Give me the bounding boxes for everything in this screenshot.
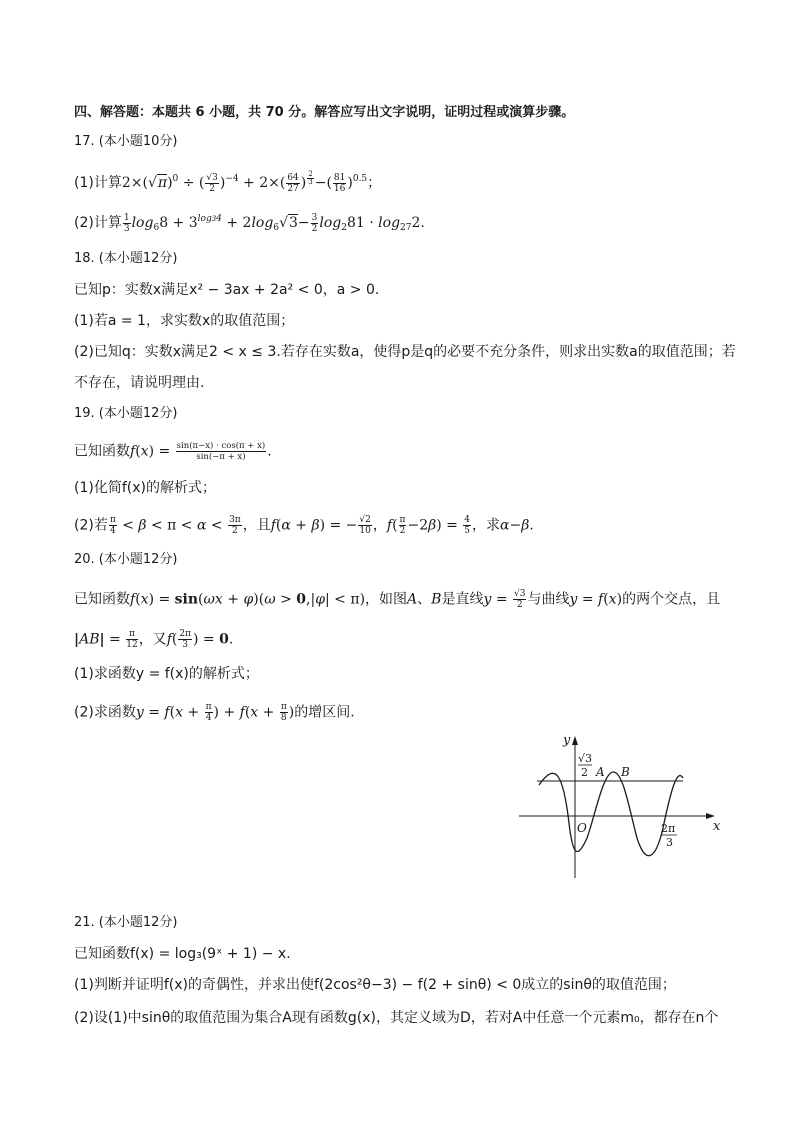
section-header: 四、解答题：本题共 6 小题，共 70 分。解答应写出文字说明，证明过程或演算步骤。 [74, 105, 575, 120]
q18-part1: (1)若a = 1，求实数x的取值范围； [74, 313, 295, 329]
q21-part1: (1)判断并证明f(x)的奇偶性，并求出使f(2cos²θ−3) − f(2 + sinθ) < 0成立的sinθ的取值范围； [74, 977, 676, 993]
x-axis-label: x [713, 819, 721, 834]
q19-header: 19. (本小题12分) [74, 406, 178, 421]
q20-stem-line2: |AB| = $\frac{\pi}{12}$ ，又f( $\frac{2\pi}{3}$ ) = 0. [74, 629, 234, 650]
q20-stem-line1: 已知函数f(x) = sin(ωx + φ)(ω > 0,|φ| < π)，如图A、B是直线y = $\frac{√3}{2}$ 与曲线y = f(x)的两个交点，且 [74, 589, 721, 610]
q17-header: 17. (本小题10分) [74, 134, 178, 149]
q21-header: 21. (本小题12分) [74, 915, 178, 930]
q18-header: 18. (本小题12分) [74, 251, 178, 266]
y-mark-numerator: √3 [578, 752, 593, 765]
q17-part2: (2)计算 $\frac{1}{3}$ $\log_68 + 3^{log34} + 2\log_6√3-$ $\frac{3}{2}$ $\log_281 \cdot \log_{27}2$. [74, 212, 425, 234]
q20-part2: (2)求函数y = f(x + $\frac{\pi}{4}$ ) + f(x + $\frac{\pi}{8}$ )的增区间. [74, 702, 355, 723]
q19-stem: 已知函数f(x) = $\frac{\sin(\pi-x) \cdot \cos(\pi + x)}{\sin(-\pi + x)}$ . [74, 441, 272, 462]
origin-label: O [577, 821, 587, 835]
q17-p1-prefix: (1)计算 [74, 175, 122, 191]
q19-part2: (2)若 $\frac{\pi}{4}$ < β < π < α < $\frac{3\pi}{2}$ ，且f(α + β) = − $\frac{√2}{10}$ ，f( $\frac{\pi}{2}$ −2β) = $\frac{4}{5}$ ，求α−β. [74, 515, 534, 536]
y-axis-label: y [563, 733, 571, 748]
sine-graph-figure [515, 728, 735, 883]
q18-part2-line2: 不存在，请说明理由. [74, 375, 205, 391]
q20-part1: (1)求函数y = f(x)的解析式； [74, 666, 259, 682]
q21-part2: (2)设(1)中sinθ的取值范围为集合A现有函数g(x)，其定义域为D，若对A中任意一个元素m₀，都存在n个 [74, 1010, 719, 1026]
y-mark-denominator: 2 [581, 766, 588, 779]
q19-part1: (1)化简f(x)的解析式； [74, 480, 216, 496]
q20-header: 20. (本小题12分) [74, 552, 178, 567]
y-axis-arrow [572, 736, 578, 745]
x-mark-numerator: 2π [661, 822, 676, 835]
point-a-label: A [596, 765, 605, 779]
sine-curve [539, 772, 683, 856]
q18-stem: 已知p：实数x满足x² − 3ax + 2a² < 0，a > 0. [74, 282, 380, 298]
q17-part1: (1)计算$2\times(√\pi)^0$ ÷ ( $\frac{√3}{2}$ )$^{-4}$ + 2×( $\frac{64}{27}$ ) $^{\frac{2}{3}}$ −( $\frac{81}{16}$ )$^{0.5}$； [74, 170, 382, 194]
q17-p2-prefix: (2)计算 [74, 215, 122, 231]
x-mark-denominator: 3 [666, 836, 673, 849]
q21-stem: 已知函数f(x) = log₃(9ˣ + 1) − x. [74, 946, 291, 962]
q18-part2-line1: (2)已知q：实数x满足2 < x ≤ 3.若存在实数a，使得p是q的必要不充分条件，则求出实数a的取值范围；若 [74, 344, 736, 360]
point-b-label: B [621, 765, 630, 779]
